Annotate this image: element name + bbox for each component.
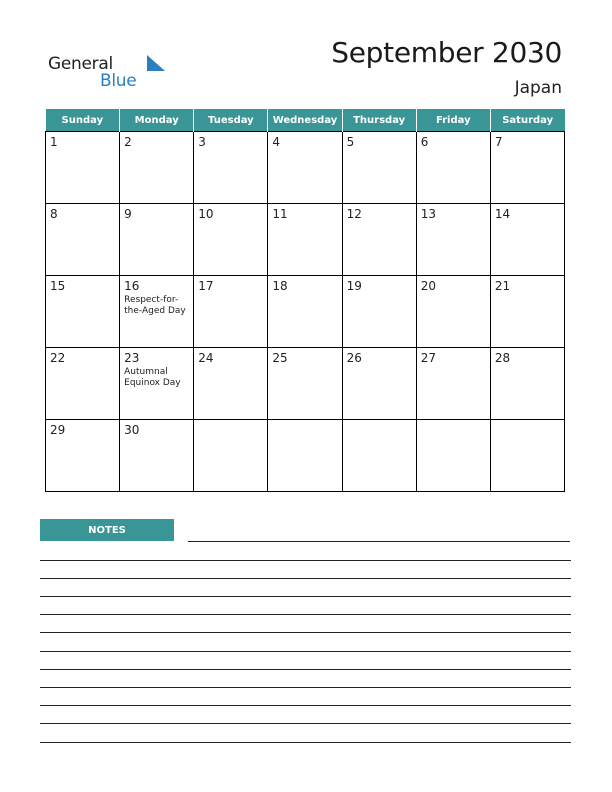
logo-flag-icon bbox=[147, 55, 165, 71]
note-line bbox=[40, 723, 571, 724]
day-cell bbox=[46, 204, 120, 276]
logo-general-text: General bbox=[48, 54, 113, 74]
holiday-label: Autumnal Equinox Day bbox=[124, 367, 181, 388]
day-cell bbox=[120, 132, 194, 204]
holiday-label: Respect-for-the-Aged Day bbox=[124, 295, 186, 316]
day-number: 2 bbox=[124, 135, 132, 149]
note-line bbox=[40, 742, 571, 743]
weekday-monday: Monday bbox=[120, 109, 194, 132]
day-number: 27 bbox=[420, 351, 436, 365]
note-line bbox=[40, 705, 571, 706]
week-row bbox=[46, 348, 565, 420]
week-row bbox=[46, 420, 565, 492]
weekday-friday: Friday bbox=[416, 109, 490, 132]
day-cell bbox=[194, 348, 268, 420]
day-cell bbox=[416, 204, 490, 276]
day-cell bbox=[490, 420, 564, 492]
day-cell bbox=[342, 420, 416, 492]
generalblue-logo bbox=[48, 52, 158, 92]
day-number: 7 bbox=[494, 135, 503, 149]
day-number: 21 bbox=[494, 279, 511, 293]
logo-blue-text: Blue bbox=[100, 71, 137, 91]
day-number: 20 bbox=[420, 279, 436, 293]
weekday-wednesday: Wednesday bbox=[268, 109, 342, 132]
day-cell bbox=[120, 204, 194, 276]
day-cell bbox=[342, 276, 416, 348]
day-number: 10 bbox=[198, 207, 214, 221]
day-number: 23 bbox=[124, 351, 140, 365]
day-cell bbox=[268, 204, 342, 276]
note-line bbox=[40, 614, 571, 615]
day-cell bbox=[416, 276, 490, 348]
day-cell bbox=[268, 420, 342, 492]
note-line bbox=[40, 632, 571, 633]
day-cell bbox=[268, 348, 342, 420]
day-number: 6 bbox=[420, 135, 429, 149]
weekday-sunday: Sunday bbox=[46, 109, 120, 132]
day-cell bbox=[46, 348, 120, 420]
day-number: 4 bbox=[272, 135, 281, 149]
day-cell bbox=[490, 348, 564, 420]
day-number: 18 bbox=[272, 279, 288, 293]
week-row bbox=[46, 204, 565, 276]
day-cell bbox=[194, 204, 268, 276]
day-number: 8 bbox=[50, 207, 58, 221]
day-number: 5 bbox=[346, 135, 355, 149]
day-cell bbox=[490, 204, 564, 276]
day-cell bbox=[120, 420, 194, 492]
day-cell bbox=[268, 132, 342, 204]
day-number: 3 bbox=[198, 135, 206, 149]
note-line bbox=[40, 651, 571, 652]
week-row bbox=[46, 132, 565, 204]
weekday-header-row bbox=[46, 109, 565, 132]
day-number: 13 bbox=[420, 207, 436, 221]
day-cell bbox=[490, 276, 564, 348]
day-number: 16 bbox=[124, 279, 140, 293]
day-number: 30 bbox=[124, 423, 140, 437]
day-cell bbox=[120, 276, 194, 348]
day-number: 29 bbox=[50, 423, 66, 437]
notes-header: NOTES bbox=[40, 519, 174, 541]
country-label: Japan bbox=[514, 78, 562, 98]
day-cell bbox=[46, 420, 120, 492]
day-cell bbox=[490, 132, 564, 204]
day-cell bbox=[342, 348, 416, 420]
day-number: 11 bbox=[272, 207, 288, 221]
page-title: September 2030 bbox=[331, 36, 562, 69]
note-line bbox=[40, 687, 571, 688]
day-cell bbox=[194, 420, 268, 492]
day-cell bbox=[46, 276, 120, 348]
day-cell bbox=[342, 132, 416, 204]
day-number: 14 bbox=[494, 207, 511, 221]
note-line bbox=[188, 541, 570, 542]
day-cell bbox=[342, 204, 416, 276]
day-number: 17 bbox=[198, 279, 214, 293]
note-line bbox=[40, 578, 571, 579]
day-cell bbox=[46, 132, 120, 204]
day-number: 22 bbox=[50, 351, 66, 365]
note-line bbox=[40, 669, 571, 670]
day-number: 28 bbox=[494, 351, 511, 365]
note-line bbox=[40, 596, 571, 597]
weekday-saturday: Saturday bbox=[490, 109, 564, 132]
day-cell bbox=[120, 348, 194, 420]
weekday-thursday: Thursday bbox=[342, 109, 416, 132]
note-line bbox=[40, 560, 571, 561]
weekday-tuesday: Tuesday bbox=[194, 109, 268, 132]
day-cell bbox=[194, 276, 268, 348]
day-number: 12 bbox=[346, 207, 362, 221]
day-cell bbox=[268, 276, 342, 348]
day-number: 25 bbox=[272, 351, 288, 365]
day-number: 26 bbox=[346, 351, 362, 365]
day-cell bbox=[416, 420, 490, 492]
day-number: 1 bbox=[50, 135, 58, 149]
day-number: 24 bbox=[198, 351, 214, 365]
week-row bbox=[46, 276, 565, 348]
day-cell bbox=[194, 132, 268, 204]
calendar-grid bbox=[45, 109, 565, 492]
day-number: 9 bbox=[124, 207, 132, 221]
day-cell bbox=[416, 132, 490, 204]
day-number: 15 bbox=[50, 279, 66, 293]
day-number: 19 bbox=[346, 279, 362, 293]
day-cell bbox=[416, 348, 490, 420]
